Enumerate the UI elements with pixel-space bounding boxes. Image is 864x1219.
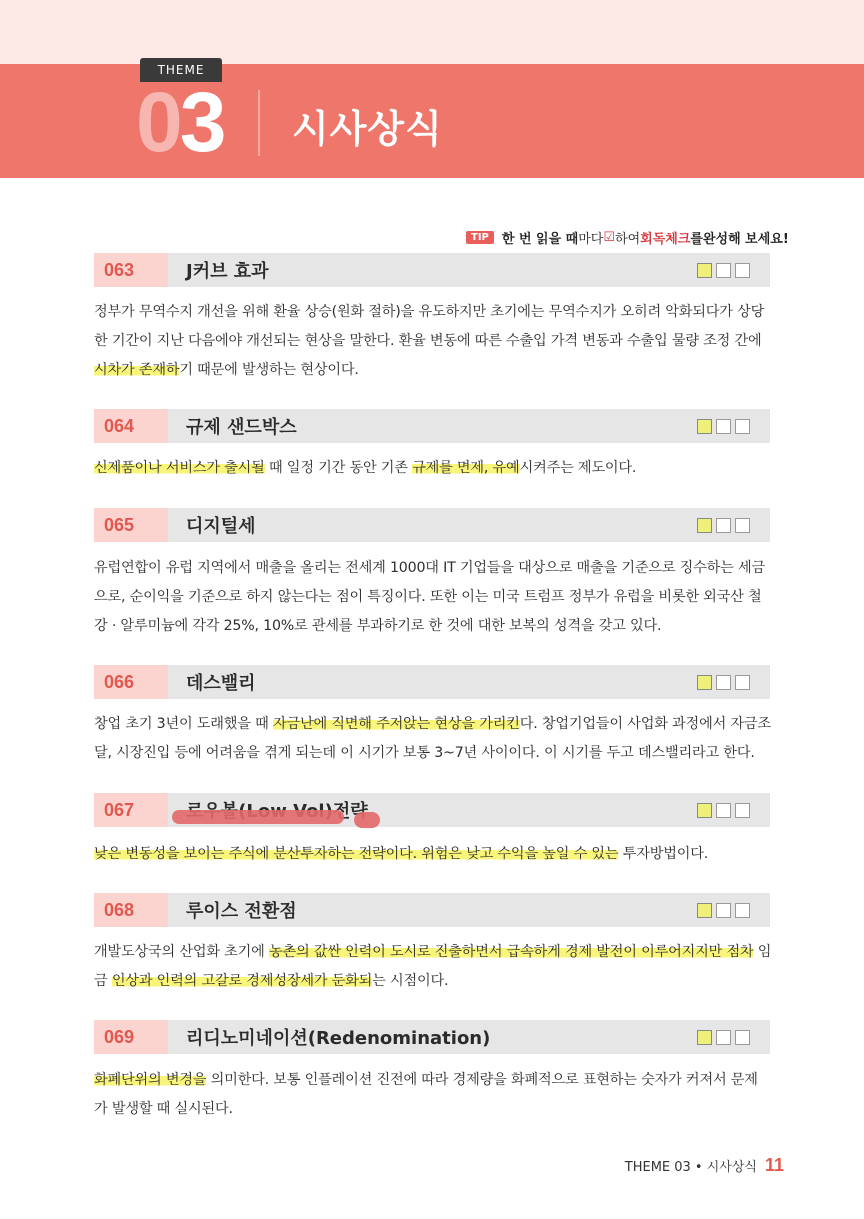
body-text: 때 일정 기간 동안 기존 [264,460,413,476]
body-text: 는 시점이다. [372,973,449,989]
body-text: 투자방법이다. [618,846,709,862]
body-text: 다. 창업기업들이 사업화 과정에서 자금조 달, 시장진입 등에 어려움을 겪게 되는데 이 시기가 보통 3~7년 사이이다. 이 시기를 두고 데스밸리라고 한다. [94,716,771,761]
review-checkbox-2[interactable] [716,518,731,533]
check-icon: ☑ [603,229,616,245]
entry-header [94,1020,770,1054]
theme-number: 03 [136,75,224,169]
tip-text-a: 한 번 읽을 때 [501,231,579,247]
review-checkbox-1[interactable] [697,419,712,434]
entry-number: 063 [94,253,168,287]
review-checkboxes [697,263,750,278]
entry-title: 디지털세 [186,516,256,537]
entry-header [94,253,770,287]
entry-description [94,298,774,385]
entry-number: 065 [94,508,168,542]
highlighted-text: 신제품이나 서비스가 출시될 [94,460,265,476]
review-checkboxes [697,419,750,434]
review-checkbox-3[interactable] [735,903,750,918]
review-checkbox-3[interactable] [735,518,750,533]
review-checkboxes [697,518,750,533]
red-marker-dot [354,812,380,828]
entry-header [94,665,770,699]
review-checkbox-2[interactable] [716,419,731,434]
review-checkbox-1[interactable] [697,675,712,690]
top-band [0,0,864,64]
review-checkbox-3[interactable] [735,675,750,690]
body-text: 창업 초기 3년이 도래했을 때 [94,716,273,732]
entry-title: 규제 샌드박스 [186,417,297,438]
entry-header [94,893,770,927]
body-text: 의미한다. 보통 인플레이션 진전에 따라 경제량을 화폐적으로 표현하는 숫자가 커져서 문제 가 발생할 때 실시된다. [94,1072,758,1117]
footer-label: THEME 03 • 시사상식 [624,1160,757,1175]
page-number: 11 [764,1155,784,1175]
highlighted-text: 화폐단위의 변경을 [94,1072,207,1088]
body-text: 유럽연합이 유럽 지역에서 매출을 올리는 전세계 1000대 IT 기업들을 대상으로 매출을 기준으로 징수하는 세금 으로, 순이익을 기준으로 하지 않는다는 점이 특징이다. 또한 이는 미국 트럼프 정부가 유럽을 비롯한 외국산 철 강 · 알루미늄에 각각 25%, 10%로 관세를 부과하기로 한 것에 대한 보복의 성격을 갖고 있다. [94,560,766,634]
entry-description [94,938,774,996]
review-checkbox-3[interactable] [735,803,750,818]
tip-text-f: 완성해 보세요! [702,231,789,247]
review-checkbox-2[interactable] [716,263,731,278]
entry-header [94,409,770,443]
entry-title: 루이스 전환점 [186,901,297,922]
entry-description [94,454,774,483]
review-checkbox-1[interactable] [697,263,712,278]
tip-text-d: 회독체크 [640,231,691,247]
header-divider [258,90,260,156]
tip-text-c: 하여 [615,231,641,247]
tip-line [466,228,789,247]
tip-text-e: 를 [690,231,703,247]
review-checkbox-3[interactable] [735,263,750,278]
review-checkboxes [697,1030,750,1045]
review-checkbox-2[interactable] [716,903,731,918]
body-text: 시켜주는 제도이다. [519,460,637,476]
highlighted-text: 자금난에 직면해 주저앉는 현상을 가리킨 [272,716,520,732]
review-checkbox-3[interactable] [735,419,750,434]
highlighted-text: 낮은 변동성을 보이는 주식에 분산투자하는 전략이다. 위험은 낮고 수익을 높일 수 있는 [94,846,619,862]
theme-tab: THEME [140,58,222,82]
entry-description [94,554,774,641]
body-text: 기 때문에 발생하는 현상이다. [179,362,359,378]
entry-title: 리디노미네이션(Redenomination) [186,1028,491,1049]
review-checkboxes [697,903,750,918]
review-checkboxes [697,675,750,690]
review-checkbox-2[interactable] [716,675,731,690]
body-text: 정부가 무역수지 개선을 위해 환율 상승(원화 절하)을 유도하지만 초기에는 무역수지가 오히려 악화되다가 상당 한 기간이 지난 다음에야 개선되는 현상을 말한다. 환율 변동에 따른 수출입 가격 변동과 수출입 물량 조정 간에 [94,304,765,349]
entry-header [94,508,770,542]
entry-title: J커브 효과 [186,261,269,282]
highlighted-text: 농촌의 값싼 인력이 도시로 진출하면서 급속하게 경제 발전이 이루어지지만 점차 [269,944,754,960]
review-checkbox-1[interactable] [697,1030,712,1045]
review-checkbox-1[interactable] [697,803,712,818]
review-checkbox-2[interactable] [716,803,731,818]
review-checkbox-1[interactable] [697,518,712,533]
red-marker-stroke [172,810,344,824]
tip-text-b: 마다 [578,231,604,247]
entry-number: 069 [94,1020,168,1054]
review-checkbox-3[interactable] [735,1030,750,1045]
page-title: 시사상식 [292,107,443,151]
entry-title: 데스밸리 [186,673,256,694]
highlighted-text: 시차가 존재하 [94,362,180,378]
entry-number: 068 [94,893,168,927]
entry-description [94,840,774,869]
entry-number: 066 [94,665,168,699]
review-checkbox-2[interactable] [716,1030,731,1045]
highlighted-text: 규제를 면제, 유예 [412,460,520,476]
entry-description [94,1066,774,1124]
body-text: 임금 [94,944,772,989]
review-checkbox-1[interactable] [697,903,712,918]
review-checkboxes [697,803,750,818]
entry-number: 067 [94,793,168,827]
footer [625,1155,784,1176]
entry-number: 064 [94,409,168,443]
body-text: 개발도상국의 산업화 초기에 [94,944,269,960]
tip-badge: TIP [466,231,494,244]
entry-description [94,710,774,768]
highlighted-text: 인상과 인력의 고갈로 경제성장세가 둔화되 [111,973,373,989]
